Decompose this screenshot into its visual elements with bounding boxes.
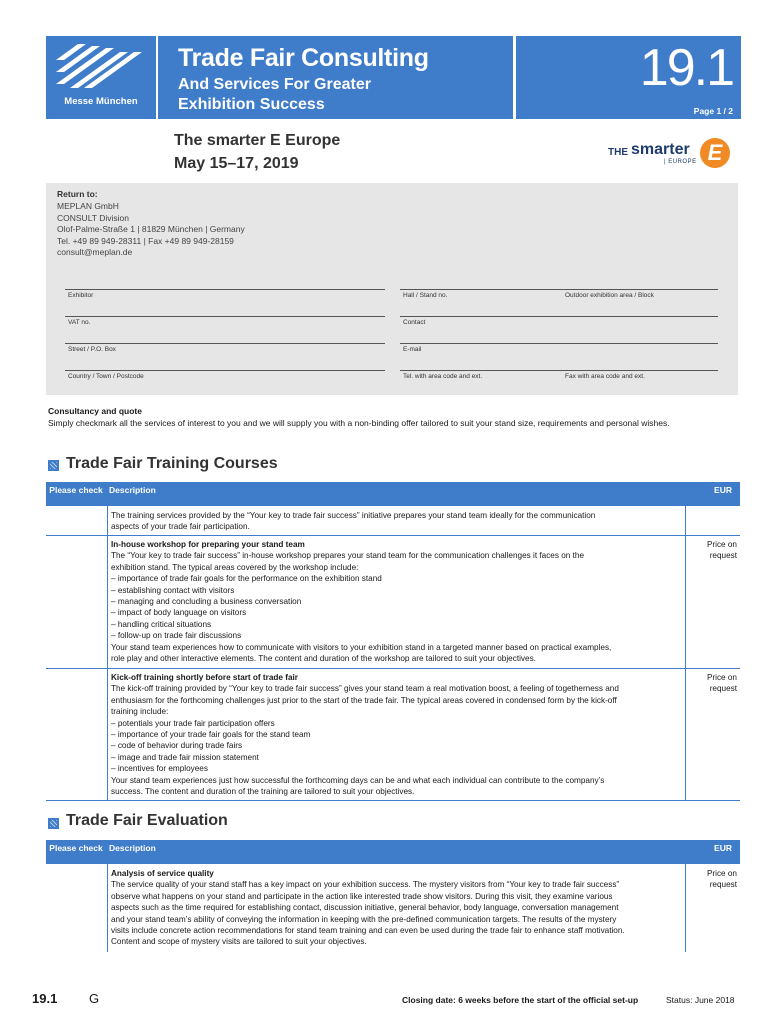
consultancy-text: Simply checkmark all the services of interest to you and we will supply you with a non-binding offer tailored to suit your stand size, requirements and personal wishes.	[48, 418, 670, 428]
kickoff-price	[677, 672, 737, 695]
brand-prefix: THE	[608, 147, 628, 158]
column-divider	[685, 482, 686, 800]
workshop-checkbox[interactable]	[46, 536, 107, 668]
desc-line: enthusiasm for the forthcoming challenges just prior to the start of the trade fair. The typical areas covered in condensed form by the kick-off	[111, 695, 617, 705]
status-date: Status: June 2018	[666, 995, 735, 1005]
desc-line: – potentials your trade fair participation offers	[111, 718, 275, 728]
exhibitor-field[interactable]	[65, 289, 385, 290]
service-quality-description	[111, 868, 625, 948]
desc-line: visits include concrete action recommendations for stand team training and can even be used during the trade fair to enhance staff motivation.	[111, 926, 625, 936]
price-line: request	[709, 684, 737, 694]
service-quality-price	[677, 868, 737, 891]
desc-line: – image and trade fair mission statement	[111, 752, 259, 762]
price-line: request	[709, 880, 737, 890]
brand-e-icon: E	[700, 138, 730, 168]
desc-line: – code of behavior during trade fairs	[111, 741, 243, 751]
contact-label: Contact	[403, 319, 426, 326]
street-field[interactable]	[65, 343, 385, 344]
evaluation-table-header	[46, 840, 740, 864]
evaluation-section-title: Trade Fair Evaluation	[66, 812, 228, 829]
desc-line: – managing and concluding a business conversation	[111, 597, 302, 607]
column-divider	[107, 482, 108, 800]
contact-field[interactable]	[400, 316, 718, 317]
footer-letter: G	[89, 991, 100, 1006]
desc-line: training include:	[111, 707, 169, 717]
training-intro	[111, 510, 595, 533]
desc-line: role play and other interactive elements. The content and duration of the workshop are tailored to suit your objectives.	[111, 654, 536, 664]
country-label: Country / Town / Postcode	[68, 373, 144, 380]
col-description: Description	[109, 485, 156, 495]
country-field[interactable]	[65, 370, 385, 371]
page-subtitle-line-1: And Services For Greater	[178, 76, 371, 93]
section-bullet-icon	[48, 460, 59, 471]
workshop-price	[677, 539, 737, 562]
logo-text: Messe München	[64, 96, 138, 107]
row-divider	[46, 800, 740, 801]
return-address-box	[46, 183, 738, 395]
return-line: MEPLAN GmbH	[57, 201, 119, 211]
desc-line: – follow-up on trade fair discussions	[111, 631, 242, 641]
email-field[interactable]	[400, 343, 718, 344]
desc-line: The kick-off training provided by “Your key to trade fair success” gives your stand team a real motivation boost, a feeling of togetherness and	[111, 684, 619, 694]
price-line: Price on	[706, 869, 737, 878]
desc-line: Your stand team experiences how to communicate with visitors to your exhibition stand in a targeted manner based on practical examples,	[111, 642, 612, 652]
row-divider	[46, 535, 740, 536]
desc-line: exhibition stand. The typical areas covered by the workshop include:	[111, 562, 359, 572]
section-bullet-icon	[48, 818, 59, 829]
desc-line: – impact of body language on visitors	[111, 608, 247, 618]
column-divider	[107, 840, 108, 952]
return-line: CONSULT Division	[57, 212, 129, 223]
desc-line: aspects such as the time required for establishing contact, discussion initiative, general behavior, body language, conversation management	[111, 903, 619, 913]
workshop-heading: In-house workshop for preparing your stand team	[111, 540, 305, 549]
tel-field[interactable]	[400, 370, 718, 371]
brand-sub: | EUROPE	[664, 159, 697, 165]
the-smarter-e-logo	[608, 138, 738, 168]
return-to-label: Return to:	[57, 189, 98, 199]
workshop-description	[111, 539, 611, 664]
desc-line: – importance of trade fair goals for the performance on the exhibition stand	[111, 574, 382, 584]
desc-line: and your stand team’s ability of conveying the information in keeping with the pre-defined communication targets. The results of the mystery	[111, 914, 617, 924]
return-line: consult@meplan.de	[57, 247, 133, 257]
page-subtitle-line-2: Exhibition Success	[178, 96, 325, 113]
desc-line: – importance of your trade fair goals for the stand team	[111, 730, 311, 740]
col-eur: EUR	[714, 485, 732, 495]
kickoff-checkbox[interactable]	[46, 669, 107, 800]
event-name: The smarter E Europe	[174, 132, 341, 149]
desc-line: The “Your key to trade fair success” in-house workshop prepares your stand team for the communication challenges it faces on the	[111, 551, 584, 561]
col-description: Description	[109, 843, 156, 853]
training-section-title: Trade Fair Training Courses	[66, 455, 278, 472]
header-title-block	[158, 36, 513, 119]
return-line: Olof-Palme-Straße 1 | 81829 München | Germany	[57, 224, 245, 234]
fax-label: Fax with area code and ext.	[565, 373, 645, 380]
price-line: Price on	[706, 673, 737, 682]
return-line: Tel. +49 89 949-28311 | Fax +49 89 949-28159	[57, 235, 234, 246]
form-number: 19.1	[639, 39, 733, 97]
desc-line: Your stand team experiences just how successful the forthcoming days can be and what each individual can contribute to the company’s	[111, 775, 605, 785]
page-indicator: Page 1 / 2	[693, 106, 733, 116]
page-title: Trade Fair Consulting	[178, 44, 429, 72]
desc-line: The service quality of your stand staff has a key impact on your exhibition success. The mystery visitors from “Your key to trade fair success”	[111, 880, 620, 890]
hall-stand-field[interactable]	[400, 289, 718, 290]
logo-stripes-icon	[52, 42, 150, 92]
consultancy-heading: Consultancy and quote	[48, 406, 142, 416]
street-label: Street / P.O. Box	[68, 346, 116, 353]
closing-date: Closing date: 6 weeks before the start of the official set-up	[402, 995, 639, 1005]
footer-form-number: 19.1	[32, 991, 58, 1006]
desc-line: – establishing contact with visitors	[111, 585, 235, 595]
brand-word: smarter	[631, 141, 690, 158]
kickoff-heading: Kick-off training shortly before start of trade fair	[111, 673, 298, 682]
form-number-block	[516, 36, 741, 119]
service-quality-checkbox[interactable]	[46, 865, 107, 952]
desc-line: – handling critical situations	[111, 619, 212, 629]
price-line: request	[709, 551, 737, 561]
training-table-header	[46, 482, 740, 506]
kickoff-description	[111, 672, 619, 797]
vat-label: VAT no.	[68, 319, 91, 326]
desc-line: – incentives for employees	[111, 764, 208, 774]
desc-line: success. The content and duration of the training are tailored to suit your objectives.	[111, 787, 415, 797]
hall-stand-label: Hall / Stand no.	[403, 292, 448, 299]
col-eur: EUR	[714, 843, 732, 853]
messe-muenchen-logo	[46, 36, 156, 119]
desc-line: observe what happens on your stand and participate in the action like interested trade show visitors. During this visit, they examine various	[111, 891, 613, 901]
intro-line: The training services provided by the “Your key to trade fair success” initiative prepares your stand team ideally for the communication	[111, 511, 596, 520]
row-divider	[46, 668, 740, 669]
service-quality-heading: Analysis of service quality	[111, 869, 214, 878]
desc-line: Content and scope of mystery visits are tailored to suit your objectives.	[111, 937, 367, 947]
tel-label: Tel. with area code and ext.	[403, 373, 483, 380]
intro-line: aspects of your trade fair participation.	[111, 522, 250, 532]
outdoor-area-label: Outdoor exhibition area / Block	[565, 292, 654, 299]
col-please-check: Please check	[49, 843, 103, 853]
column-divider	[685, 840, 686, 952]
price-line: Price on	[706, 540, 737, 549]
event-date: May 15–17, 2019	[174, 155, 299, 172]
vat-field[interactable]	[65, 316, 385, 317]
email-label: E-mail	[403, 346, 422, 353]
exhibitor-label: Exhibitor	[68, 292, 94, 299]
col-please-check: Please check	[49, 485, 103, 495]
